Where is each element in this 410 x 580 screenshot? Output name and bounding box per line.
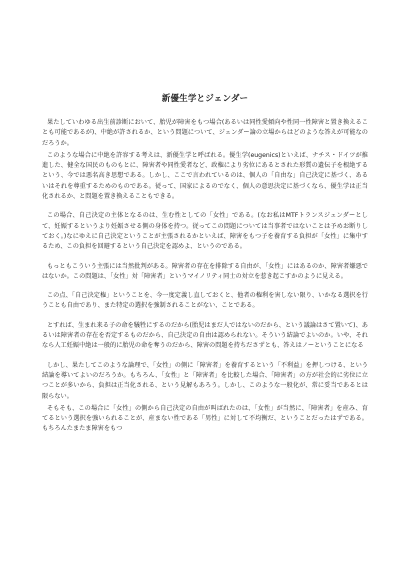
paragraph-3: この場合、自己決定の主体となるのは、生む性としての「女性」である。(なお私はMTFトランスジェンダーとして、妊娠するというより妊娠させる側の身体を持つ。従ってこの問題については当事者ではないことは予めお断りしておく。)なにゆえに自己決定ということが主張されるかといえば、障害をもつ子を養育する負担が「女性」に集中するため、この負担を回避するという自己決定を認めよ、というのである。 — [42, 212, 368, 251]
page-title: 新優生学とジェンダー — [161, 94, 249, 104]
paragraph-5: この点、「自己決定権」ということを、今一度定義し直しておくと、他者の権利を害しない限り、いかなる選択を行うことも自由であり、また特定の選択を強制されることがない、ことである。 — [42, 292, 368, 310]
paragraph-7: しかし、果たしてこのような論理で、「女性」の側に「障害者」を養育するという「不利益」を押しつける、という結論を導いてよいのだろうか。もちろん、「女性」と「障害者」を比較した場合、「障害者」の方が社会的に劣位に立つことが多いから、負担は正当化される、という見解もあろう。しかし、このような一般化が、常に妥当であるとは限らない。 — [42, 361, 368, 400]
paragraph-6: とすれば、生まれ来る子の命を犠牲にするのだから(胎児はまだ人ではないのだから、という議論はさて置いて)、あるいは障害者の存在を否定するものだから、自己決定の自由は認められない。そういう結論でよいのか。いや、それなら人工妊娠中絶は一般的に胎児の命を奪うのだから、障害の問題を持ちださずとも、答えはノーということになる — [42, 321, 368, 350]
paragraph-2: このような場合に中絶を許容する考えは、新優生学と呼ばれる。優生学(eugenics)といえば、ナチス・ドイツが推進した、健全な国民のものもとに、障害者や同性愛者など、政権により劣位にあるとされた形質の遺伝子を根絶するという、今では悪名高き思想である。しかし、ここで言われているのは、個人の「自由な」自己決定に基づく、あるいはそれを尊重するためのものである。従って、国家によるのでなく、個人の意思決定に基づくなら、優生学は正当化されるか、と問題を置き換えることもできる。 — [42, 151, 368, 201]
paragraph-1: 果たしていわゆる出生前診断において、胎児が障害をもつ場合(あるいは同性愛傾向や性同一性障害と置き換えることも可能であるが)、中絶が許されるか、という問題について、ジェンダー論の立場からはどのような答えが可能なのだろうか。 — [42, 119, 368, 147]
paragraph-4: もっともこういう主張には当然批判がある。障害者の存在を排除する自由が、「女性」にはあるのか、障害者嫌悪ではないか。この問題は、「女性」対「障害者」というマイノリティ同士の対立を惹き起こすかのように見える。 — [42, 262, 368, 280]
paragraph-8: そもそも、この場合に「女性」の側から自己決定の自由が叫ばれたのは、「女性」が当然に、「障害者」を産み、育てるという選択を強いられることが、産まない性である「男性」に対して不均衡だ、ということだったはずである。もちろんたまたま障害をもつ — [42, 404, 368, 433]
